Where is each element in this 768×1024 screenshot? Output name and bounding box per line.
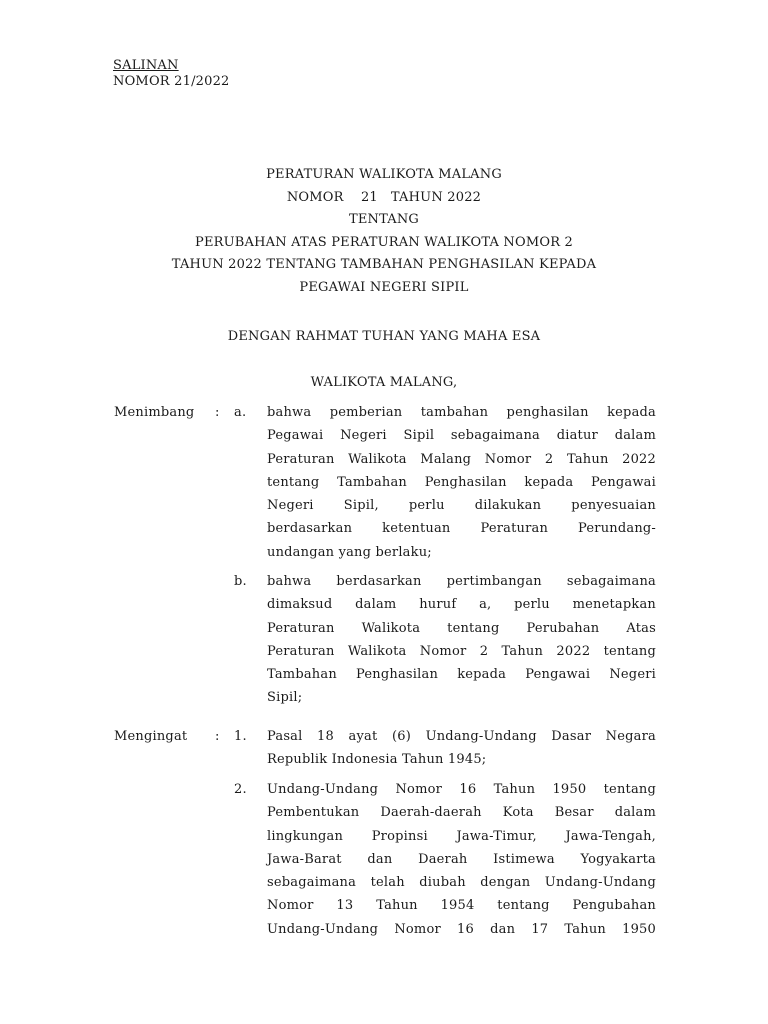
title-line-4: PERUBAHAN ATAS PERATURAN WALIKOTA NOMOR 2 [195, 234, 573, 250]
regulation-title [0, 164, 768, 299]
document-header [113, 58, 230, 90]
text-line: Undang-Undang Nomor 16 Tahun 1950 tentang [267, 782, 656, 797]
text-line: bahwa pemberian tambahan penghasilan kepada [267, 405, 656, 420]
text-line: lingkungan Propinsi Jawa-Timur, Jawa-Tengah, [267, 828, 656, 844]
text-line: tentang Tambahan Penghasilan kepada Pengawai [267, 474, 656, 490]
mengingat-item-2 [267, 778, 656, 941]
rahmat-line: DENGAN RAHMAT TUHAN YANG MAHA ESA [227, 329, 541, 344]
mengingat-marker-1: 1. [234, 729, 247, 744]
text-line: Peraturan Walikota tentang Perubahan Atas [267, 620, 656, 636]
menimbang-marker-b: b. [234, 574, 247, 589]
text-line: Undang-Undang Nomor 16 dan 17 Tahun 1950 [267, 921, 656, 937]
text-line: bahwa berdasarkan pertimbangan sebagaimana [267, 574, 656, 589]
title-line-5: TAHUN 2022 TENTANG TAMBAHAN PENGHASILAN KEPADA [171, 257, 597, 272]
text-line: Jawa-Barat dan Daerah Istimewa Yogyakarta [267, 851, 656, 867]
title-line-6: PEGAWAI NEGERI SIPIL [299, 279, 469, 295]
menimbang-item-b [267, 570, 656, 710]
title-line-3: TENTANG [348, 212, 420, 227]
text-line: Nomor 13 Tahun 1954 tentang Pengubahan [267, 898, 656, 914]
text-line: Pembentukan Daerah-daerah Kota Besar dalam [267, 805, 656, 821]
title-line-2: NOMOR 21 TAHUN 2022 [286, 189, 482, 205]
mengingat-colon: : [215, 729, 220, 744]
title-line-1: PERATURAN WALIKOTA MALANG [266, 167, 502, 182]
mengingat-label: Mengingat [114, 729, 188, 744]
menimbang-marker-a: a. [234, 405, 247, 420]
text-line: Pegawai Negeri Sipil sebagaimana diatur dalam [267, 428, 656, 444]
salinan-label: SALINAN [113, 58, 179, 73]
text-line: Tambahan Penghasilan kepada Pengawai Negeri [267, 667, 656, 683]
text-line: Negeri Sipil, perlu dilakukan penyesuaian [267, 498, 656, 514]
text-line: Republik Indonesia Tahun 1945; [267, 752, 487, 768]
mengingat-item-1 [267, 725, 656, 772]
menimbang-item-a [267, 401, 656, 564]
menimbang-label: Menimbang [114, 405, 195, 420]
text-line: berdasarkan ketentuan Peraturan Perundang- [267, 521, 656, 537]
menimbang-colon: : [215, 405, 220, 420]
text-line: Peraturan Walikota Nomor 2 Tahun 2022 tentang [267, 643, 656, 659]
text-line: Peraturan Walikota Malang Nomor 2 Tahun 2022 [267, 451, 656, 467]
text-line: Pasal 18 ayat (6) Undang-Undang Dasar Negara [267, 729, 656, 744]
mengingat-marker-2: 2. [234, 782, 247, 797]
text-line: Sipil; [267, 690, 303, 706]
document-number: NOMOR 21/2022 [113, 74, 230, 89]
text-line: sebagaimana telah diubah dengan Undang-Undang [267, 875, 656, 891]
text-line: dimaksud dalam huruf a, perlu menetapkan [267, 597, 656, 613]
walikota-line: WALIKOTA MALANG, [310, 375, 458, 390]
text-line: undangan yang berlaku; [267, 544, 432, 560]
